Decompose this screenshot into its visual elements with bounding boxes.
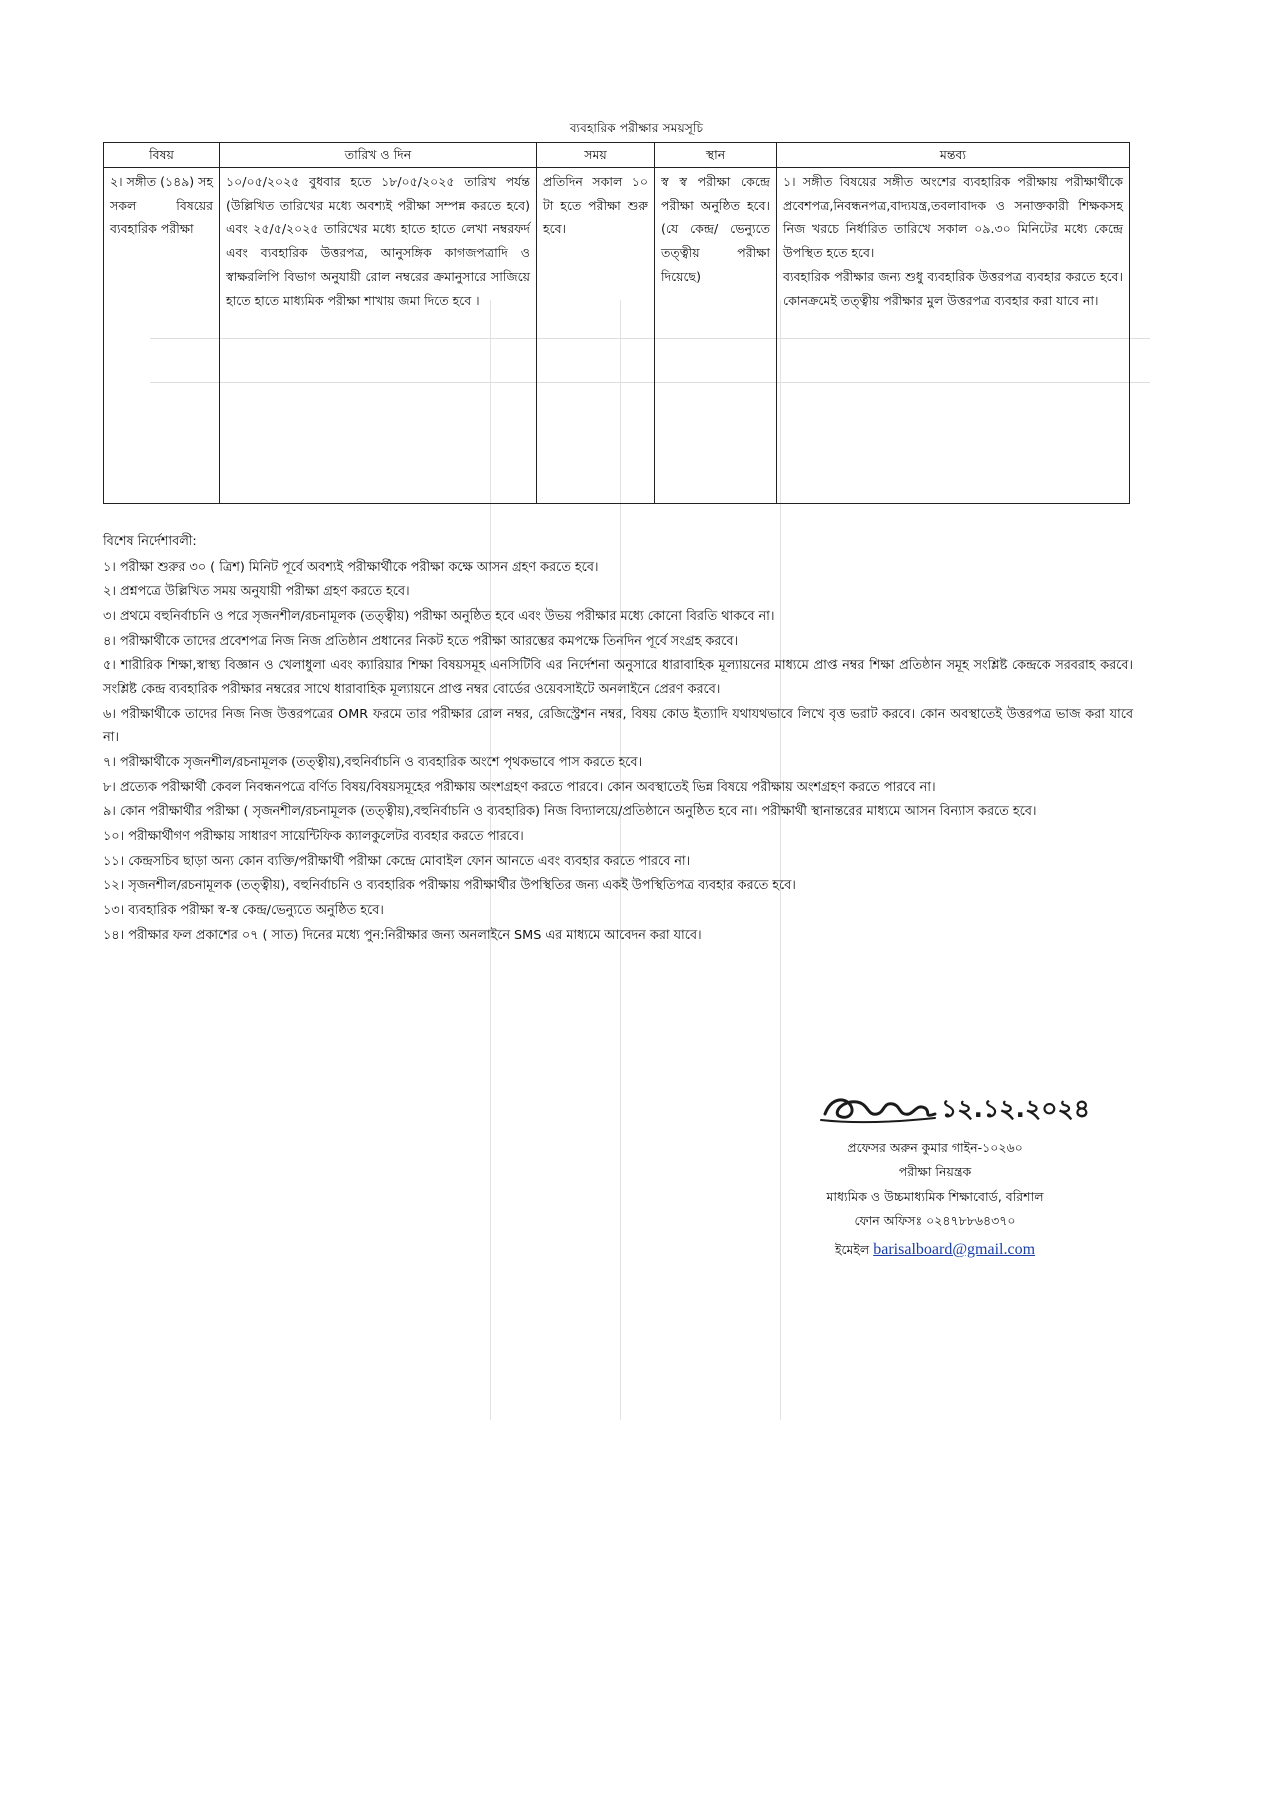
list-item: ১২। সৃজনশীল/রচনামূলক (তত্ত্বীয়), বহুনির্বাচনি ও ব্যবহারিক পরীক্ষায় পরীক্ষার্থীর উপস্থিতির জন্য একই উপস্থিতিপত্র ব্যবহার করতে হবে। <box>103 878 796 894</box>
instructions-list <box>103 556 1133 948</box>
date-text: ১০/০৫/২০২৫ বুধবার হতে ১৮/০৫/২০২৫ তারিখ পর্যন্ত (উল্লিখিত তারিখের মধ্যে অবশ্যই পরীক্ষা সম্পন্ন করতে হবে) এবং ২৫/৫/২০২৫ তারিখের মধ্যে হাতে হাতে লেখা নম্বরফর্দ এবং ব্যবহারিক উত্তরপত্র, আনুসঙ্গিক কাগজপত্রাদি ও স্বাক্ষরলিপি বিভাগ অনুযায়ী রোল নম্বরের ক্রমানুসারে সাজিয়ে হাতে হাতে মাধ্যমিক পরীক্ষা শাখায় জমা দিতে হবে । <box>226 173 530 308</box>
table-header-row <box>104 143 1130 168</box>
list-item: ২। প্রশ্নপত্রে উল্লিখিত সময় অনুযায়ী পরীক্ষা গ্রহণ করতে হবে। <box>103 584 410 600</box>
header-date: তারিখ ও দিন <box>220 143 537 168</box>
instructions-title: বিশেষ নির্দেশাবলী: <box>103 534 197 549</box>
list-item: ৭। পরীক্ষার্থীকে সৃজনশীল/রচনামূলক (তত্ত্বীয়),বহুনির্বাচনি ও ব্যবহারিক অংশে পৃথকভাবে পাস করতে হবে। <box>103 755 643 771</box>
cell-date <box>220 167 537 503</box>
list-item: ৬। পরীক্ষার্থীকে তাদের নিজ নিজ উত্তরপত্রের OMR ফরমে তার পরীক্ষার রোল নম্বর, রেজিস্ট্রেশন নম্বর, বিষয় কোড ইত্যাদি যথাযথভাবে লিখে বৃত্ত ভরাট করবে। কোন অবস্থাতেই উত্তরপত্র ভাজ করা যাবে না। <box>103 706 1133 746</box>
list-item: ১৪। পরীক্ষার ফল প্রকাশের ০৭ ( সাত) দিনের মধ্যে পুন:নিরীক্ষার জন্য অনলাইনে SMS এর মাধ্যমে আবেদন করা যাবে। <box>103 927 702 943</box>
list-item: ১৩। ব্যবহারিক পরীক্ষা স্ব-স্ব কেন্দ্র/ভেন্যুতে অনুষ্ঠিত হবে। <box>103 903 384 919</box>
remark-1: ১। সঙ্গীত বিষয়ের সঙ্গীত অংশের ব্যবহারিক পরীক্ষায় পরীক্ষার্থীকে প্রবেশপত্র,নিবন্ধনপত্র,বাদ্যযন্ত্র,তবলাবাদক ও সনাক্তকারী শিক্ষকসহ নিজ খরচে নির্ধারিত তারিখে সকাল ০৯.৩০ মিনিটের মধ্যে কেন্দ্রে উপস্থিত হতে হবে। <box>783 173 1123 260</box>
cell-subject <box>104 167 220 503</box>
board-name: মাধ্যমিক ও উচ্চমাধ্যমিক শিক্ষাবোর্ড, বরিশাল <box>826 1188 1044 1204</box>
list-item: ৮। প্রত্যেক পরীক্ষার্থী কেবল নিবন্ধনপত্রে বর্ণিত বিষয়/বিষয়সমূহের পরীক্ষায় অংশগ্রহণ করতে পারবে। কোন অবস্থাতেই ভিন্ন বিষয়ে পরীক্ষায় অংশগ্রহণ করতে পারবে না। <box>103 779 936 795</box>
controller-name: প্রফেসর অরুন কুমার গাইন-১০২৬০ <box>847 1140 1023 1155</box>
office-phone: ফোন অফিসঃ ০২৪৭৮৮৬৪৩৭০ <box>854 1213 1016 1229</box>
place-text: স্ব স্ব পরীক্ষা কেন্দ্রে পরীক্ষা অনুষ্ঠিত হবে। (যে কেন্দ্র/ ভেন্যুতে তত্ত্বীয় পরীক্ষা দিয়েছে) <box>661 173 770 284</box>
practical-exam-schedule-table <box>103 142 1130 504</box>
header-time: সময় <box>537 143 655 168</box>
controller-designation: পরীক্ষা নিয়ন্ত্রক <box>898 1164 972 1180</box>
list-item: ১১। কেন্দ্রসচিব ছাড়া অন্য কোন ব্যক্তি/পরীক্ষার্থী পরীক্ষা কেন্দ্রে মোবাইল ফোন আনতে এবং ব্যবহার করতে পারবে না। <box>103 853 691 869</box>
table-row <box>104 167 1130 503</box>
signature-block <box>770 1136 1100 1265</box>
list-item: ৩। প্রথমে বহুনির্বাচনি ও পরে সৃজনশীল/রচনামূলক (তত্ত্বীয়) পরীক্ষা অনুষ্ঠিত হবে এবং উভয় পরীক্ষার মধ্যে কোনো বিরতি থাকবে না। <box>103 609 775 625</box>
list-item: ১। পরীক্ষা শুরুর ৩০ ( ত্রিশ) মিনিট পূর্বে অবশ্যই পরীক্ষার্থীকে পরীক্ষা কক্ষে আসন গ্রহণ করতে হবে। <box>103 559 599 575</box>
time-text: প্রতিদিন সকাল ১০ টা হতে পরীক্ষা শুরু হবে। <box>543 173 648 237</box>
list-item: ৫। শারীরিক শিক্ষা,স্বাস্থ্য বিজ্ঞান ও খেলাধুলা এবং ক্যারিয়ার শিক্ষা বিষয়সমূহ এনসিটিবি এর নির্দেশনা অনুসারে ধারাবাহিক মূল্যায়নের মাধ্যমে প্রাপ্ত নম্বর শিক্ষা প্রতিষ্ঠান সমূহ সংশ্লিষ্ট কেন্দ্রকে সরবরাহ করবে। সংশ্লিষ্ট কেন্দ্র ব্যবহারিক পরীক্ষার নম্বরের সাথে ধারাবাহিক মূল্যায়নে প্রাপ্ত নম্বর বোর্ডের ওয়েবসাইটে অনলাইনে প্রেরণ করবে। <box>103 658 1133 698</box>
header-subject: বিষয় <box>104 143 220 168</box>
list-item: ৯। কোন পরীক্ষার্থীর পরীক্ষা ( সৃজনশীল/রচনামূলক (তত্ত্বীয়),বহুনির্বাচনি ও ব্যবহারিক) নিজ বিদ্যালয়ে/প্রতিষ্ঠানে অনুষ্ঠিত হবে না। পরীক্ষার্থী স্থানান্তরের মাধ্যমে আসন বিন্যাস করতে হবে। <box>103 804 1037 820</box>
email-link[interactable]: barisalboard@gmail.com <box>873 1240 1036 1258</box>
signature-date: ১২.১২.২০২৪ <box>941 1094 1090 1123</box>
cell-time <box>537 167 655 503</box>
handwritten-signature <box>817 1084 1117 1130</box>
list-item: ৪। পরীক্ষার্থীকে তাদের প্রবেশপত্র নিজ নিজ প্রতিষ্ঠান প্রধানের নিকট হতে পরীক্ষা আরম্ভের কমপক্ষে তিনদিন পূর্বে সংগ্রহ করবে। <box>103 633 739 649</box>
list-item: ১০। পরীক্ষার্থীগণ পরীক্ষায় সাধারণ সায়েন্টিফিক ক্যালকুলেটর ব্যবহার করতে পারবে। <box>103 829 524 845</box>
schedule-caption: ব্যবহারিক পরীক্ষার সময়সূচি <box>569 121 704 135</box>
header-place: স্থান <box>655 143 777 168</box>
cell-place <box>655 167 777 503</box>
special-instructions <box>103 530 1133 948</box>
subject-text: ২। সঙ্গীত (১৪৯) সহ সকল বিষয়ের ব্যবহারিক পরীক্ষা <box>110 173 213 237</box>
email-label: ইমেইল <box>834 1241 870 1257</box>
header-remarks: মন্তব্য <box>777 143 1130 168</box>
remark-2: ব্যবহারিক পরীক্ষার জন্য শুধু ব্যবহারিক উত্তরপত্র ব্যবহার করতে হবে। কোনক্রমেই তত্ত্বীয় পরীক্ষার মুল উত্তরপত্র ব্যবহার করা যাবে না। <box>783 268 1123 308</box>
cell-remarks <box>777 167 1130 503</box>
email-line <box>770 1234 1100 1265</box>
